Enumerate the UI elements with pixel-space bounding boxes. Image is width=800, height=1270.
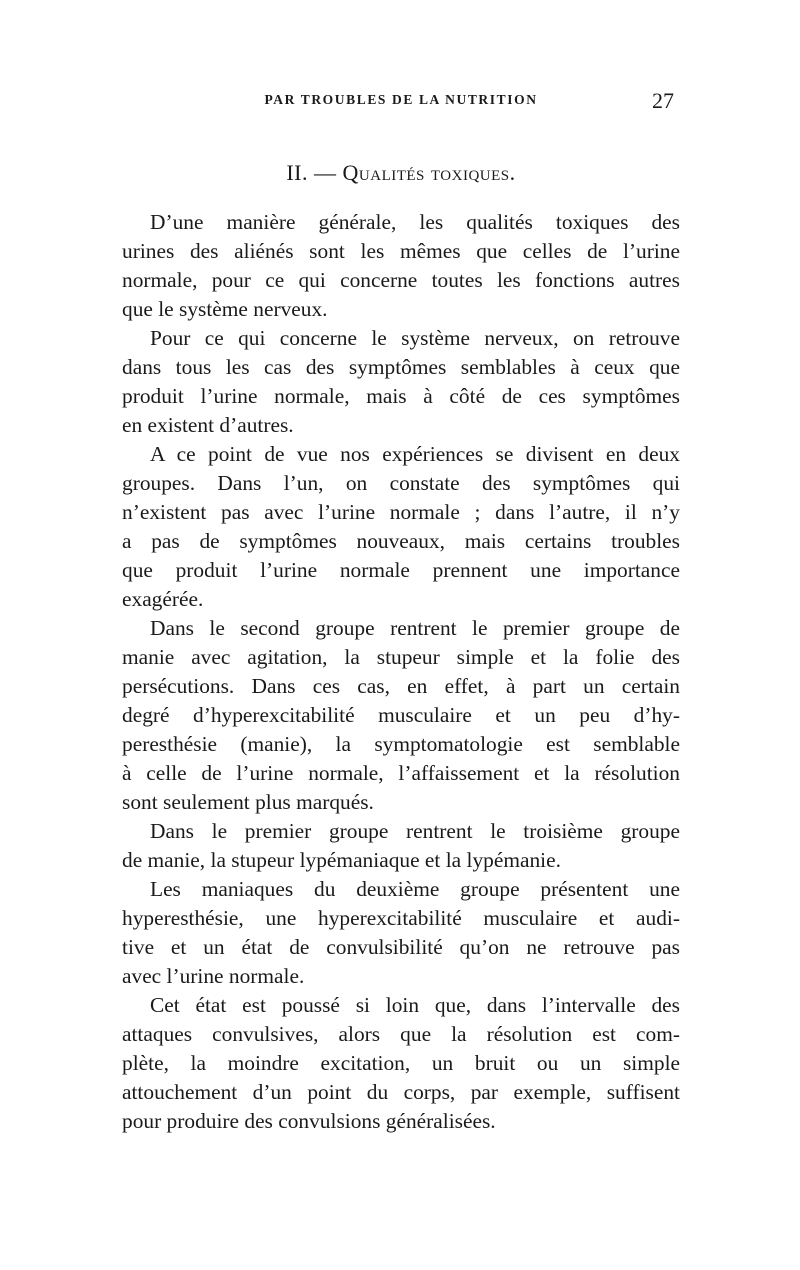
text-line: D’une manière générale, les qualités toxiques des [150, 210, 680, 234]
running-title: PAR TROUBLES DE LA NUTRITION [264, 92, 538, 107]
paragraph [122, 440, 680, 614]
paragraph [122, 875, 680, 991]
text-line: tive et un état de convulsibilité qu’on ne retrouve pas [122, 935, 680, 959]
text-line: Pour ce qui concerne le système nerveux, on retrouve [150, 326, 680, 350]
paragraph [122, 208, 680, 324]
text-line: sont seulement plus marqués. [122, 790, 374, 814]
page-number: 27 [652, 88, 674, 113]
section-title: Qualités toxiques. [342, 160, 516, 185]
text-line: n’existent pas avec l’urine normale ; dans l’autre, il n’y [122, 500, 680, 524]
text-line: degré d’hyperexcitabilité musculaire et un peu d’hy- [122, 703, 680, 727]
text-line: Les maniaques du deuxième groupe présentent une [150, 877, 680, 901]
text-line: peresthésie (manie), la symptomatologie est semblable [122, 732, 680, 756]
text-line: A ce point de vue nos expériences se divisent en deux [150, 442, 680, 466]
text-line: urines des aliénés sont les mêmes que celles de l’urine [122, 239, 680, 263]
text-line: produit l’urine normale, mais à côté de ces symptômes [122, 384, 680, 408]
running-head [122, 90, 680, 120]
text-line: attouchement d’un point du corps, par exemple, suffisent [122, 1080, 680, 1104]
section-number: II. — [286, 160, 337, 185]
paragraph [122, 817, 680, 875]
text-line: Cet état est poussé si loin que, dans l’intervalle des [150, 993, 680, 1017]
text-line: attaques convulsives, alors que la résolution est com- [122, 1022, 680, 1046]
paragraph [122, 324, 680, 440]
text-line: en existent d’autres. [122, 413, 294, 437]
text-line: Dans le second groupe rentrent le premier groupe de [150, 616, 680, 640]
text-line: pour produire des convulsions généralisées. [122, 1109, 496, 1133]
text-line: persécutions. Dans ces cas, en effet, à part un certain [122, 674, 680, 698]
text-line: Dans le premier groupe rentrent le troisième groupe [150, 819, 680, 843]
text-line: que produit l’urine normale prennent une importance [122, 558, 680, 582]
text-line: a pas de symptômes nouveaux, mais certains troubles [122, 529, 680, 553]
section-heading [122, 160, 680, 186]
text-line: groupes. Dans l’un, on constate des symptômes qui [122, 471, 680, 495]
text-line: avec l’urine normale. [122, 964, 305, 988]
text-line: plète, la moindre excitation, un bruit ou un simple [122, 1051, 680, 1075]
body-text [122, 208, 680, 1136]
text-line: hyperesthésie, une hyperexcitabilité musculaire et audi- [122, 906, 680, 930]
text-line: exagérée. [122, 587, 204, 611]
text-line: de manie, la stupeur lypémaniaque et la lypémanie. [122, 848, 561, 872]
text-line: dans tous les cas des symptômes semblables à ceux que [122, 355, 680, 379]
paragraph [122, 991, 680, 1136]
paragraph [122, 614, 680, 817]
text-line: manie avec agitation, la stupeur simple et la folie des [122, 645, 680, 669]
text-line: normale, pour ce qui concerne toutes les fonctions autres [122, 268, 680, 292]
text-line: à celle de l’urine normale, l’affaissement et la résolution [122, 761, 680, 785]
text-line: que le système nerveux. [122, 297, 328, 321]
